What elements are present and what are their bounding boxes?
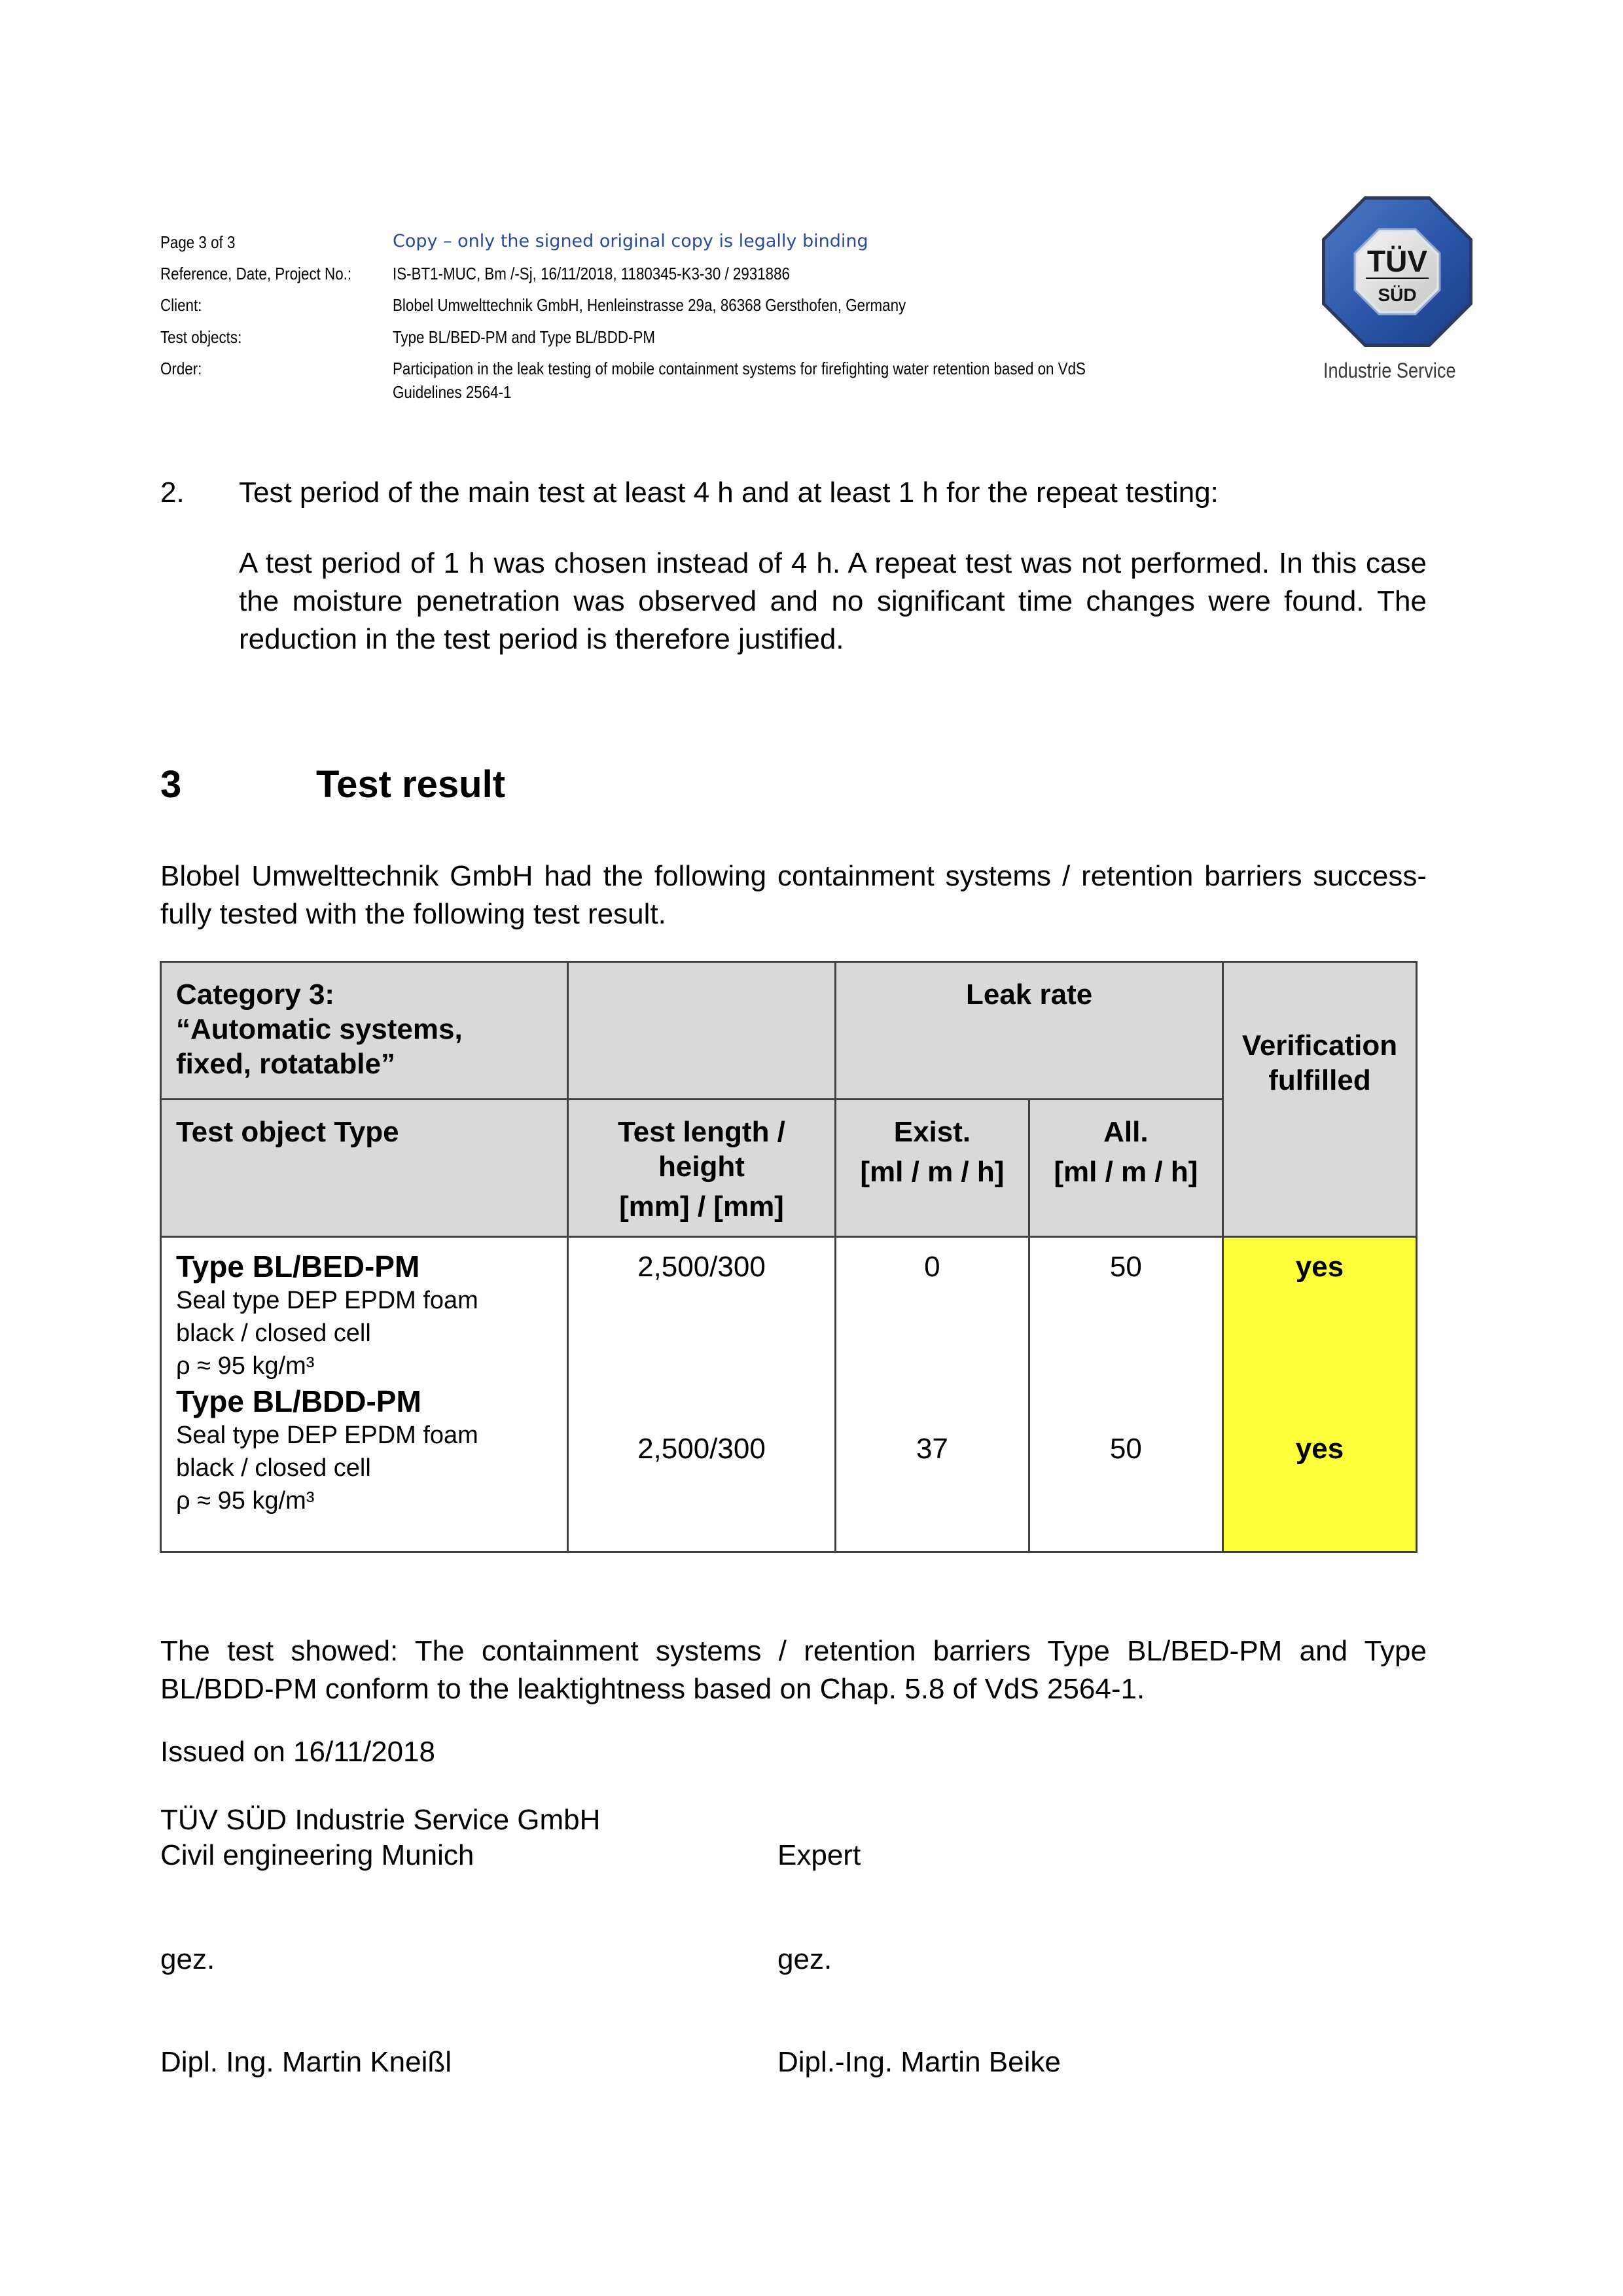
- client-value: Blobel Umwelttechnik GmbH, Henleinstrasse 29a, 86368 Gersthofen, Germany: [393, 295, 906, 315]
- signature-left-role: Civil engineering Munich: [160, 1839, 474, 1871]
- col-header-all: [1029, 1100, 1222, 1237]
- section-intro: Blobel Umwelttechnik GmbH had the following containment systems / retention barriers success-fully tested with the following test result.: [160, 860, 1427, 930]
- order-value: Participation in the leak testing of mobile containment systems for firefighting water retention based on VdS: [393, 359, 1086, 378]
- test-objects-value: Type BL/BED-PM and Type BL/BDD-PM: [393, 327, 655, 347]
- signature-left-name: Dipl. Ing. Martin Kneißl: [160, 2046, 452, 2078]
- exist-value: 0: [924, 1251, 940, 1283]
- col-exist-label: Exist.: [893, 1116, 971, 1148]
- category-line2: “Automatic systems,: [176, 1013, 463, 1045]
- object-name: Type BL/BED-PM: [176, 1249, 420, 1283]
- signature-left-gez: gez.: [160, 1943, 215, 1975]
- page-number: Page 3 of 3: [160, 232, 236, 252]
- object-density: ρ ≈ 95 kg/m³: [176, 1487, 315, 1515]
- object-desc: Seal type DEP EPDM foam: [176, 1422, 478, 1449]
- col-length-line2: height: [658, 1151, 745, 1183]
- section-title: Test result: [316, 763, 506, 806]
- signature-right-role: Expert: [777, 1839, 861, 1871]
- tuv-sud-logo: [1319, 193, 1476, 350]
- logo-caption: Industrie Service: [1323, 359, 1456, 382]
- order-value-line2: Guidelines 2564-1: [393, 382, 512, 402]
- table-row-object: [176, 1384, 552, 1520]
- col-all-unit: [ml / m / h]: [1054, 1156, 1198, 1188]
- all-value: 50: [1109, 1433, 1142, 1465]
- item-title: Test period of the main test at least 4 h and at least 1 h for the repeat testing:: [239, 476, 1219, 509]
- exist-cell: [836, 1237, 1029, 1552]
- object-name: Type BL/BDD-PM: [176, 1384, 421, 1418]
- verification-cell: [1223, 1237, 1417, 1552]
- client-label: Client:: [160, 295, 202, 315]
- category-line1: Category 3:: [176, 978, 335, 1011]
- logo-tuv-text: TÜV: [1367, 244, 1427, 278]
- length-cell: [567, 1237, 835, 1552]
- leak-rate-header: Leak rate: [836, 962, 1223, 1100]
- signature-right-gez: gez.: [777, 1943, 832, 1975]
- item-paragraph: A test period of 1 h was chosen instead of 4 h. A repeat test was not performed. In this case the moisture penetration was observed and no significant time changes were found. The reduction in the test period is therefore justified.: [239, 547, 1427, 655]
- col-header-length: [567, 1100, 835, 1237]
- signature-right-name: Dipl.-Ing. Martin Beike: [777, 2046, 1061, 2078]
- conclusion: The test showed: The containment systems / retention barriers Type BL/BED-PM and Type BL/BDD-PM conform to the leaktightness based on Chap. 5.8 of VdS 2564-1.: [160, 1635, 1427, 1705]
- col-header-exist: [836, 1100, 1029, 1237]
- copy-notice: Copy – only the signed original copy is legally binding: [393, 231, 868, 251]
- table-row-object: [176, 1249, 552, 1384]
- section-number: 3: [160, 763, 182, 806]
- tuv-octagon-icon: [1319, 193, 1476, 350]
- verification-line1: Verification: [1241, 1030, 1398, 1062]
- item-number: 2.: [160, 476, 185, 509]
- col-header-type: Test object Type: [161, 1100, 568, 1237]
- object-desc: Seal type DEP EPDM foam: [176, 1287, 478, 1314]
- test-object-cell: [161, 1237, 568, 1552]
- signature-org: TÜV SÜD Industrie Service GmbH: [160, 1804, 601, 1836]
- col-length-line1: Test length /: [618, 1116, 785, 1148]
- all-value: 50: [1109, 1251, 1142, 1283]
- empty-header-cell: [567, 962, 835, 1100]
- category-header: [161, 962, 568, 1100]
- col-length-unit: [mm] / [mm]: [619, 1191, 784, 1223]
- object-density: ρ ≈ 95 kg/m³: [176, 1352, 315, 1380]
- logo-sud-text: SÜD: [1378, 285, 1417, 305]
- test-objects-label: Test objects:: [160, 327, 242, 347]
- results-table: [160, 961, 1418, 1553]
- length-value: 2,500/300: [637, 1251, 766, 1283]
- issued-date: Issued on 16/11/2018: [160, 1736, 435, 1768]
- exist-value: 37: [916, 1433, 948, 1465]
- object-desc: black / closed cell: [176, 1454, 371, 1482]
- order-label: Order:: [160, 359, 202, 378]
- verification-header: [1223, 962, 1417, 1237]
- verification-line2: fulfilled: [1268, 1064, 1371, 1096]
- all-cell: [1029, 1237, 1222, 1552]
- col-all-label: All.: [1103, 1116, 1149, 1148]
- reference-label: Reference, Date, Project No.:: [160, 264, 352, 283]
- col-exist-unit: [ml / m / h]: [860, 1156, 1005, 1188]
- length-value: 2,500/300: [637, 1433, 766, 1465]
- verified-badge: yes: [1295, 1251, 1344, 1283]
- reference-value: IS-BT1-MUC, Bm /-Sj, 16/11/2018, 1180345-K3-30 / 2931886: [393, 264, 790, 283]
- category-line3: fixed, rotatable”: [176, 1048, 395, 1080]
- verified-badge: yes: [1295, 1433, 1344, 1465]
- object-desc: black / closed cell: [176, 1319, 371, 1347]
